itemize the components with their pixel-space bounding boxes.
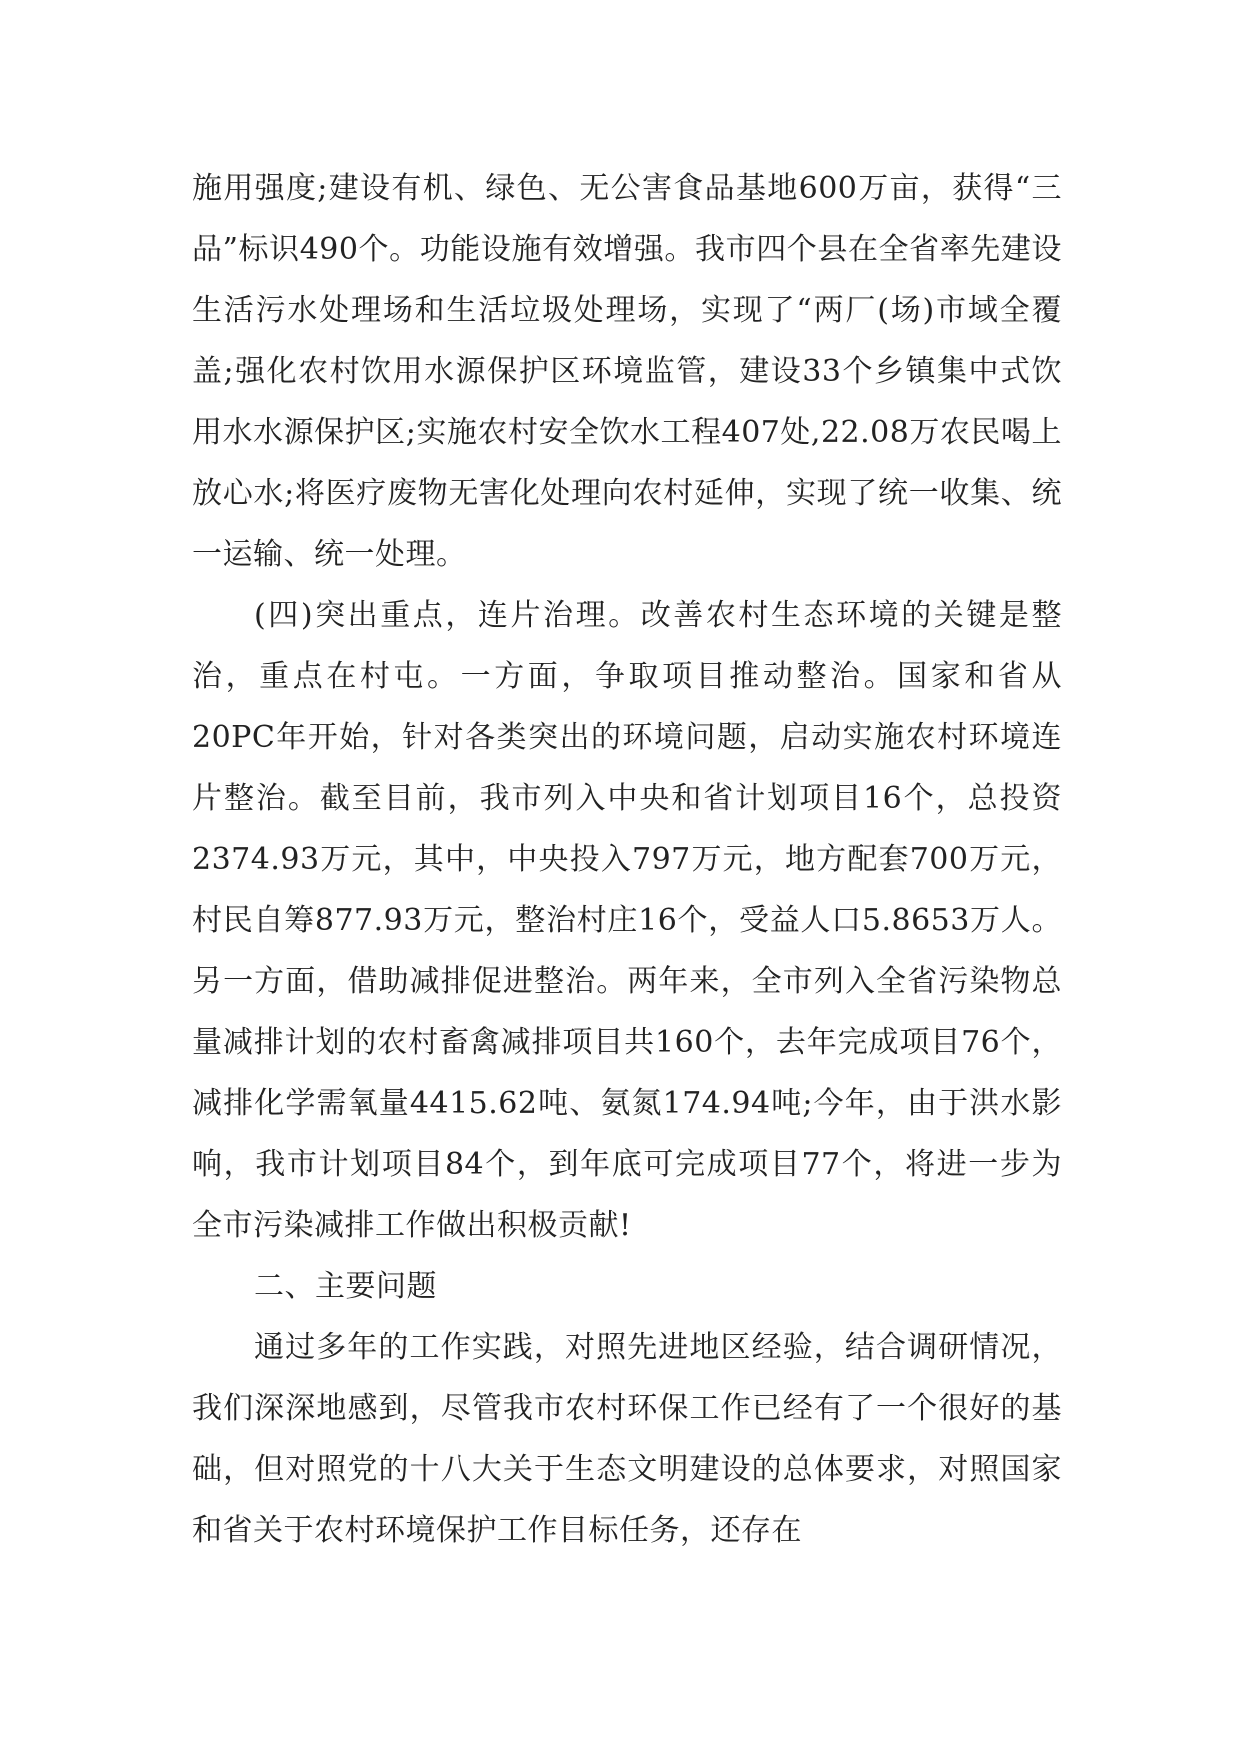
document-body — [192, 158, 1062, 1561]
section-heading: 二、主要问题 — [254, 1269, 437, 1304]
paragraph-continuation: 施用强度;建设有机、绿色、无公害食品基地600万亩，获得“三品”标识490个。功能设施有效增强。我市四个县在全省率先建设生活污水处理场和生活垃圾处理场，实现了“两厂(场)市域全覆盖;强化农村饮用水源保护区环境监管，建设33个乡镇集中式饮用水水源保护区;实施农村安全饮水工程407处,22.08万农民喝上放心水;将医疗废物无害化处理向农村延伸，实现了统一收集、统一运输、统一处理。 — [192, 171, 1062, 572]
paragraph-closing: 通过多年的工作实践，对照先进地区经验，结合调研情况，我们深深地感到，尽管我市农村环保工作已经有了一个很好的基础，但对照党的十八大关于生态文明建设的总体要求，对照国家和省关于农村环境保护工作目标任务，还存在 — [192, 1330, 1062, 1548]
paragraph-section-four: (四)突出重点，连片治理。改善农村生态环境的关键是整治，重点在村屯。一方面，争取项目推动整治。国家和省从20PC年开始，针对各类突出的环境问题，启动实施农村环境连片整治。截至目前，我市列入中央和省计划项目16个，总投资2374.93万元，其中，中央投入797万元，地方配套700万元，村民自筹877.93万元，整治村庄16个，受益人口5.8653万人。另一方面，借助减排促进整治。两年来，全市列入全省污染物总量减排计划的农村畜禽减排项目共160个，去年完成项目76个，减排化学需氧量4415.62吨、氨氮174.94吨;今年，由于洪水影响，我市计划项目84个，到年底可完成项目77个，将进一步为全市污染减排工作做出积极贡献! — [192, 598, 1062, 1243]
